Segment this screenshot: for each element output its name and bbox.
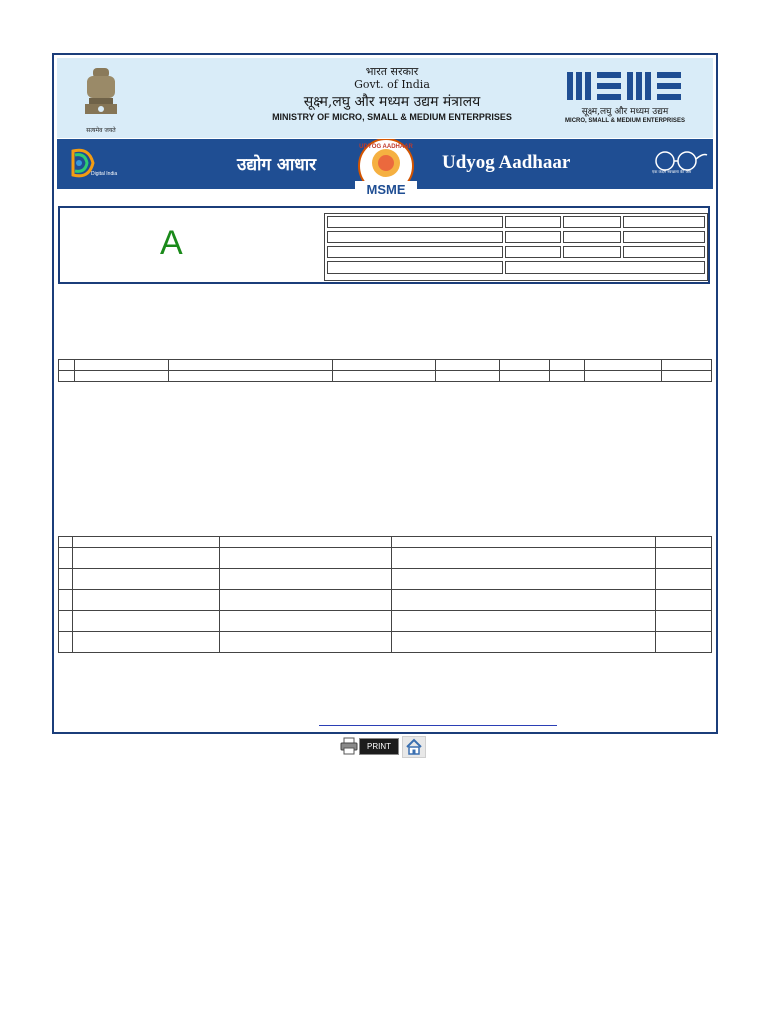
udyog-aadhaar-hindi-title: उद्योग आधार (237, 155, 317, 175)
grid-cell (505, 246, 561, 258)
grade-letter: A (160, 224, 183, 262)
certificate-summary-box (58, 206, 710, 284)
table-row (59, 371, 712, 382)
summary-grid (324, 213, 708, 281)
ministry-english-text: MINISTRY OF MICRO, SMALL & MEDIUM ENTERPRISES (272, 112, 512, 122)
udyog-aadhaar-seal-icon (347, 139, 425, 197)
emblem-caption: सत्यमेव जयते (86, 127, 116, 134)
grid-cell (623, 231, 705, 243)
grid-cell (505, 216, 561, 228)
grid-cell (505, 261, 705, 274)
grid-cell (327, 246, 503, 258)
enterprise-table (58, 359, 712, 382)
swachh-bharat-logo-icon (647, 147, 709, 181)
grid-cell (327, 231, 503, 243)
udyog-aadhaar-english-title: Udyog Aadhaar (442, 152, 571, 173)
table-row (59, 548, 712, 569)
table-row (59, 611, 712, 632)
ministry-header (57, 58, 713, 138)
govt-hindi-text: भारत सरकार (365, 65, 419, 78)
printer-icon[interactable] (340, 737, 358, 755)
msme-logo-icon (565, 68, 685, 104)
table-row (59, 537, 712, 548)
seal-bottom-text: MSME (366, 182, 406, 197)
grid-cell (505, 231, 561, 243)
table-row (59, 569, 712, 590)
national-emblem-icon (79, 66, 123, 132)
certificate-frame (52, 53, 718, 734)
msme-english-text: MICRO, SMALL & MEDIUM ENTERPRISES (565, 118, 685, 124)
msme-hindi-text: सूक्ष्म,लघु और मध्यम उद्यम (581, 107, 669, 117)
grid-cell (327, 216, 503, 228)
grid-cell (327, 261, 503, 274)
govt-english-text: Govt. of India (354, 78, 430, 91)
grid-cell (563, 246, 621, 258)
swachh-bharat-caption: एक कदम स्वच्छता की ओर (652, 169, 692, 174)
digital-india-logo-icon (65, 145, 131, 183)
table-row (59, 360, 712, 371)
table-row (59, 632, 712, 653)
digital-india-text: Digital India (91, 171, 118, 177)
ministry-hindi-text: सूक्ष्म,लघु और मध्यम उद्यम मंत्रालय (303, 94, 481, 110)
grid-cell (563, 231, 621, 243)
udyog-aadhaar-banner (57, 139, 713, 197)
table-row (59, 590, 712, 611)
unit-details-table (58, 536, 712, 653)
grid-cell (563, 216, 621, 228)
grid-cell (623, 216, 705, 228)
seal-top-text: UDYOG AADHAAR (359, 144, 413, 150)
print-button[interactable]: PRINT (359, 738, 399, 755)
home-icon[interactable] (402, 736, 426, 758)
footer-link[interactable] (319, 725, 557, 726)
grid-cell (623, 246, 705, 258)
